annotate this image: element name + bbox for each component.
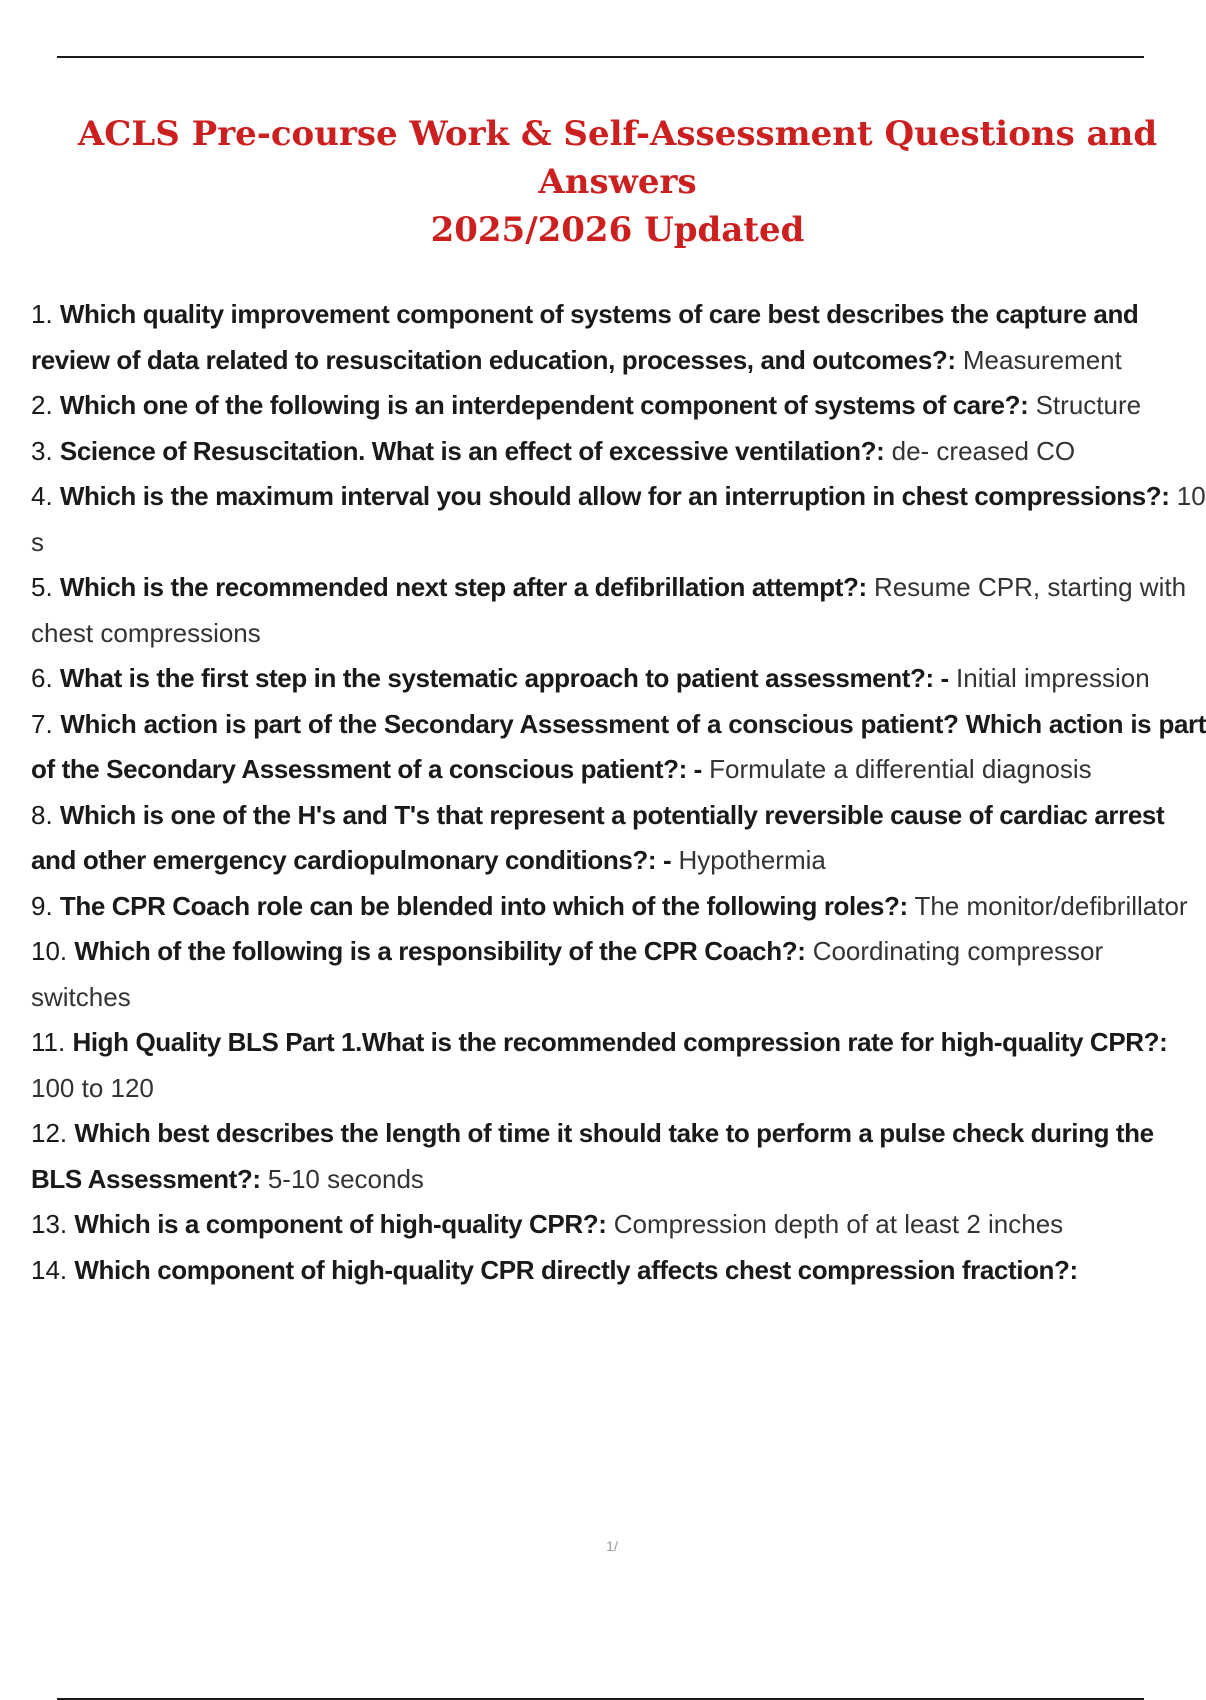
question-item-10 [31,929,1206,1020]
question-item-13 [31,1202,1206,1248]
answer-text: 100 to 120 [31,1072,154,1103]
question-item-4 [31,474,1206,565]
question-number: 6. [31,663,53,693]
question-number: 3. [31,435,53,466]
question-number: 4. [31,481,53,511]
title-line-1: ACLS Pre-course Work & Self-Assessment Questions and Answers [77,114,1158,202]
question-number: 10. [31,936,68,966]
question-item-5 [31,565,1206,656]
answer-text: The monitor/defibrillator [914,890,1188,921]
question-text: Which one of the following is an interdependent component of systems of care?: [59,390,1029,420]
question-item-14 [31,1248,1206,1294]
question-item-7 [31,702,1206,793]
question-item-8 [31,793,1206,884]
question-list [31,292,1206,1293]
question-number: 2. [31,390,53,420]
answer-text: Measurement [962,344,1122,375]
answer-text: Compression depth of at least 2 inches [613,1209,1064,1239]
question-text: Which action is part of the Secondary Assessment of a conscious patient? Which action is part of the Secondary Assessment of a conscious patient?: - [31,708,1206,784]
question-item-1 [31,292,1206,383]
question-text: Which is the recommended next step after a defibrillation attempt?: [59,572,867,602]
question-text: The CPR Coach role can be blended into which of the following roles?: [59,890,908,921]
question-number: 13. [31,1209,68,1239]
question-number: 7. [31,708,53,739]
document-title [30,110,1205,254]
question-item-2 [31,383,1206,429]
question-text: Which is a component of high-quality CPR?: [74,1209,607,1239]
answer-text: Structure [1035,390,1142,420]
question-item-3 [31,429,1206,475]
question-number: 12. [31,1118,68,1148]
answer-text: 5-10 seconds [267,1163,424,1194]
answer-text: 10 s [31,481,1206,557]
question-text: What is the first step in the systematic approach to patient assessment?: - [59,663,949,693]
question-item-9 [31,884,1206,930]
question-number: 8. [31,799,53,830]
answer-text: Coordinating compressor switches [31,936,1104,1012]
question-text: High Quality BLS Part 1.What is the recommended compression rate for high-quality CPR?: [72,1027,1168,1057]
answer-text: Hypothermia [678,845,826,875]
question-item-12 [31,1111,1206,1202]
answer-text: de- creased CO [891,435,1076,466]
answer-text: Resume CPR, starting with chest compressions [31,572,1187,648]
question-text: Which is the maximum interval you should allow for an interruption in chest compressions?: [59,481,1170,511]
title-line-2: 2025/2026 Updated [430,210,805,250]
question-number: 14. [31,1254,68,1285]
question-text: Which of the following is a responsibility of the CPR Coach?: [74,936,806,966]
question-text: Which component of high-quality CPR directly affects chest compression fraction?: [74,1254,1078,1285]
question-item-11 [31,1020,1206,1111]
answer-text: Initial impression [956,663,1150,693]
question-text: Which quality improvement component of systems of care best describes the capture and review of data related to resuscitation education, processes, and outcomes?: [31,299,1139,375]
question-text: Science of Resuscitation. What is an effect of excessive ventilation?: [59,435,885,466]
question-text: Which best describes the length of time it should take to perform a pulse check during the BLS Assessment?: [31,1118,1154,1194]
question-number: 11. [31,1027,66,1057]
question-text: Which is one of the H's and T's that represent a potentially reversible cause of cardiac arrest and other emergency cardiopulmonary conditions?: - [31,799,1165,875]
question-number: 9. [31,890,53,921]
question-number: 1. [31,299,53,329]
page-number: 1/ [606,1538,618,1554]
question-item-6 [31,656,1206,702]
answer-text: Formulate a differential diagnosis [709,754,1092,784]
question-number: 5. [31,572,53,602]
top-divider [57,56,1144,58]
